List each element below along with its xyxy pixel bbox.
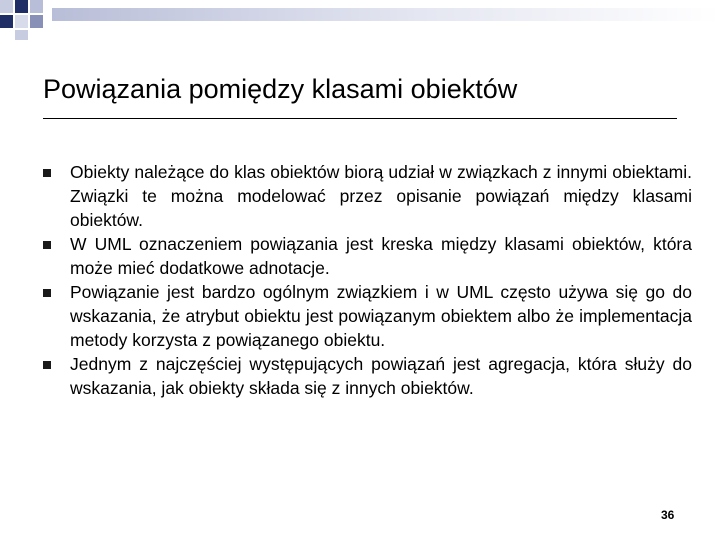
deco-square <box>0 15 13 28</box>
bullet-text: Obiekty należące do klas obiektów biorą udział w związkach z innymi obiektami. Związki te można modelować przez opisanie powiązań między klasami obiektów. <box>70 162 692 230</box>
square-bullet-icon <box>43 241 51 249</box>
header-decoration <box>0 0 720 40</box>
deco-square <box>15 15 28 28</box>
deco-square <box>30 0 43 13</box>
square-bullet-icon <box>43 361 51 369</box>
bullet-text: Powiązanie jest bardzo ogólnym związkiem i w UML często używa się go do wskazania, że atrybut obiektu jest powiązanym obiektem albo że implementacja metody korzysta z powiązanego obiektu. <box>70 282 692 350</box>
title-divider <box>43 118 677 119</box>
bullet-item <box>40 280 692 352</box>
deco-square <box>0 0 13 13</box>
deco-square <box>15 30 28 40</box>
square-bullet-icon <box>43 289 51 297</box>
deco-square <box>15 0 28 13</box>
deco-square <box>30 15 43 28</box>
bullet-list <box>40 160 692 400</box>
header-gradient-band <box>52 8 720 21</box>
square-bullet-icon <box>43 169 51 177</box>
bullet-text: W UML oznaczeniem powiązania jest kreska między klasami obiektów, która może mieć dodatkowe adnotacje. <box>70 234 692 278</box>
page-number: 36 <box>661 508 675 522</box>
bullet-item <box>40 232 692 280</box>
bullet-text: Jednym z najczęściej występujących powiązań jest agregacja, która służy do wskazania, jak obiekty składa się z innych obiektów. <box>70 354 692 398</box>
bullet-item <box>40 160 692 232</box>
bullet-item <box>40 352 692 400</box>
slide-title: Powiązania pomiędzy klasami obiektów <box>43 74 518 104</box>
